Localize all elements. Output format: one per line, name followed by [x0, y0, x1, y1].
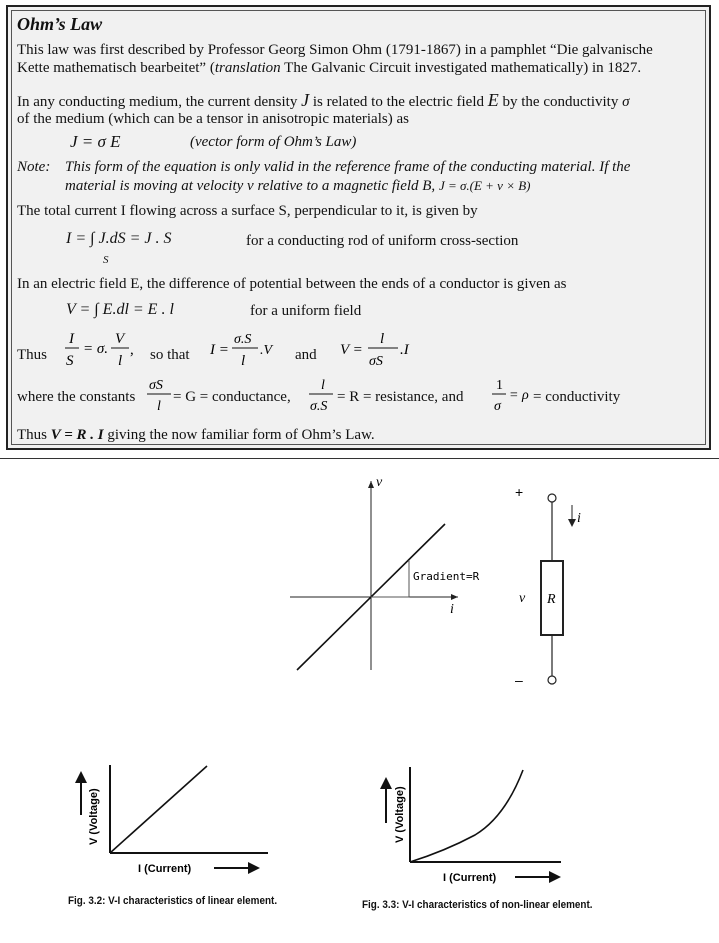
voltage-label: v — [519, 591, 526, 606]
note-label: Note: — [17, 159, 51, 175]
svg-text:I =: I = — [210, 342, 229, 358]
svg-text:V =: V = — [340, 342, 363, 358]
gradient-label: Gradient=R — [413, 570, 480, 583]
intro-line-1: This law was first described by Professor Georg Simon Ohm (1791-1867) in a pamphlet “Die galvanische — [17, 42, 653, 58]
fig-3-2-x-axis-label: I (Current) — [138, 863, 192, 875]
and-label: and — [295, 347, 317, 363]
svg-text:l: l — [241, 353, 246, 369]
svg-text:σS: σS — [149, 378, 163, 393]
svg-text:V: V — [115, 331, 125, 347]
svg-text:l: l — [380, 331, 385, 347]
svg-text:l: l — [118, 353, 123, 369]
note-line-1: This form of the equation is only valid in the reference frame of the conducting material. If the — [65, 159, 631, 175]
svg-text:.V: .V — [260, 343, 273, 358]
current-equation: I = ∫ J.dS = J . S — [66, 230, 172, 247]
linear-characteristic-line — [110, 766, 207, 853]
field-line: In an electric field E, the difference of potential between the ends of a conductor is given as — [17, 276, 567, 292]
fig-3-2-y-axis-label: V (Voltage) — [88, 788, 100, 845]
svg-text:σ: σ — [494, 399, 501, 414]
svg-text:= ρ: = ρ — [509, 388, 529, 403]
field-equation-note: for a uniform field — [250, 303, 362, 319]
svg-text:I: I — [69, 331, 74, 347]
conductance-text: = G = conductance, — [173, 389, 291, 405]
resistor-circuit — [505, 475, 595, 688]
vector-equation: J = σ E — [70, 132, 121, 151]
svg-text:S: S — [66, 353, 74, 369]
svg-text:σ.S: σ.S — [234, 332, 252, 347]
resistor-label: R — [547, 592, 556, 607]
minus-sign: – — [515, 672, 523, 688]
fig-3-2-caption: Fig. 3.2: V-I characteristics of linear element. — [68, 895, 278, 907]
plus-sign: + — [515, 484, 524, 500]
svg-text:σS: σS — [369, 354, 383, 369]
final-line: Thus V = R . I giving the now familiar form of Ohm’s Law. — [17, 427, 375, 443]
vi-characteristic-graph — [280, 475, 480, 675]
ratio-equation-2 — [208, 327, 308, 377]
intro-line-2: Kette mathematisch bearbeitet” (translation The Galvanic Circuit investigated mathematically) in 1827. — [17, 60, 642, 76]
resistivity-fraction — [490, 375, 532, 419]
medium-line-1: In any conducting medium, the current density J is related to the electric field E by the conductivity σ — [17, 90, 630, 110]
svg-text:= σ.: = σ. — [83, 341, 109, 357]
conductivity-symbol: σ — [622, 94, 630, 110]
ratio-equation-3 — [338, 327, 448, 377]
medium-line-2: of the medium (which can be a tensor in anisotropic materials) as — [17, 111, 409, 127]
vector-equation-note: (vector form of Ohm’s Law) — [190, 134, 357, 150]
so-that-label: so that — [150, 347, 190, 363]
fig-3-3-caption: Fig. 3.3: V-I characteristics of non-linear element. — [362, 899, 593, 911]
final-equation: V = R . I — [50, 427, 104, 443]
nonlinear-characteristic-curve — [410, 770, 523, 862]
note-line-2: material is moving at velocity v relative to a magnetic field B, J = σ.(E + v × B) — [65, 178, 531, 194]
electric-field-symbol: E — [487, 90, 499, 110]
fig-3-3-x-axis-label: I (Current) — [443, 872, 497, 884]
current-density-symbol: J — [301, 90, 310, 110]
fig-3-3-y-axis-label: V (Voltage) — [394, 786, 406, 843]
thus-label: Thus — [17, 347, 47, 363]
current-label: i — [577, 511, 581, 526]
where-label: where the constants — [17, 389, 136, 405]
resistance-text: = R = resistance, and — [337, 389, 464, 405]
vi-graph-y-label: v — [376, 475, 383, 490]
field-equation: V = ∫ E.dl = E . l — [66, 301, 174, 318]
section-title: Ohm’s Law — [17, 14, 103, 34]
svg-text:,: , — [130, 342, 134, 358]
bottom-terminal — [548, 676, 556, 684]
current-equation-subscript: S — [103, 254, 109, 266]
current-arrow — [568, 519, 576, 527]
svg-text:l: l — [157, 399, 161, 414]
conductivity-text: = conductivity — [533, 389, 621, 405]
section-divider — [0, 458, 719, 459]
top-terminal — [548, 494, 556, 502]
current-equation-note: for a conducting rod of uniform cross-section — [246, 233, 519, 249]
current-line: The total current I flowing across a surface S, perpendicular to it, is given by — [17, 203, 478, 219]
svg-text:l: l — [321, 378, 325, 393]
vi-graph-x-label: i — [450, 602, 454, 617]
fig-3-2-linear-graph — [70, 745, 330, 915]
svg-text:1: 1 — [496, 378, 503, 393]
svg-text:.I: .I — [400, 342, 409, 358]
ohms-law-box — [6, 5, 711, 450]
svg-text:σ.S: σ.S — [310, 399, 328, 414]
